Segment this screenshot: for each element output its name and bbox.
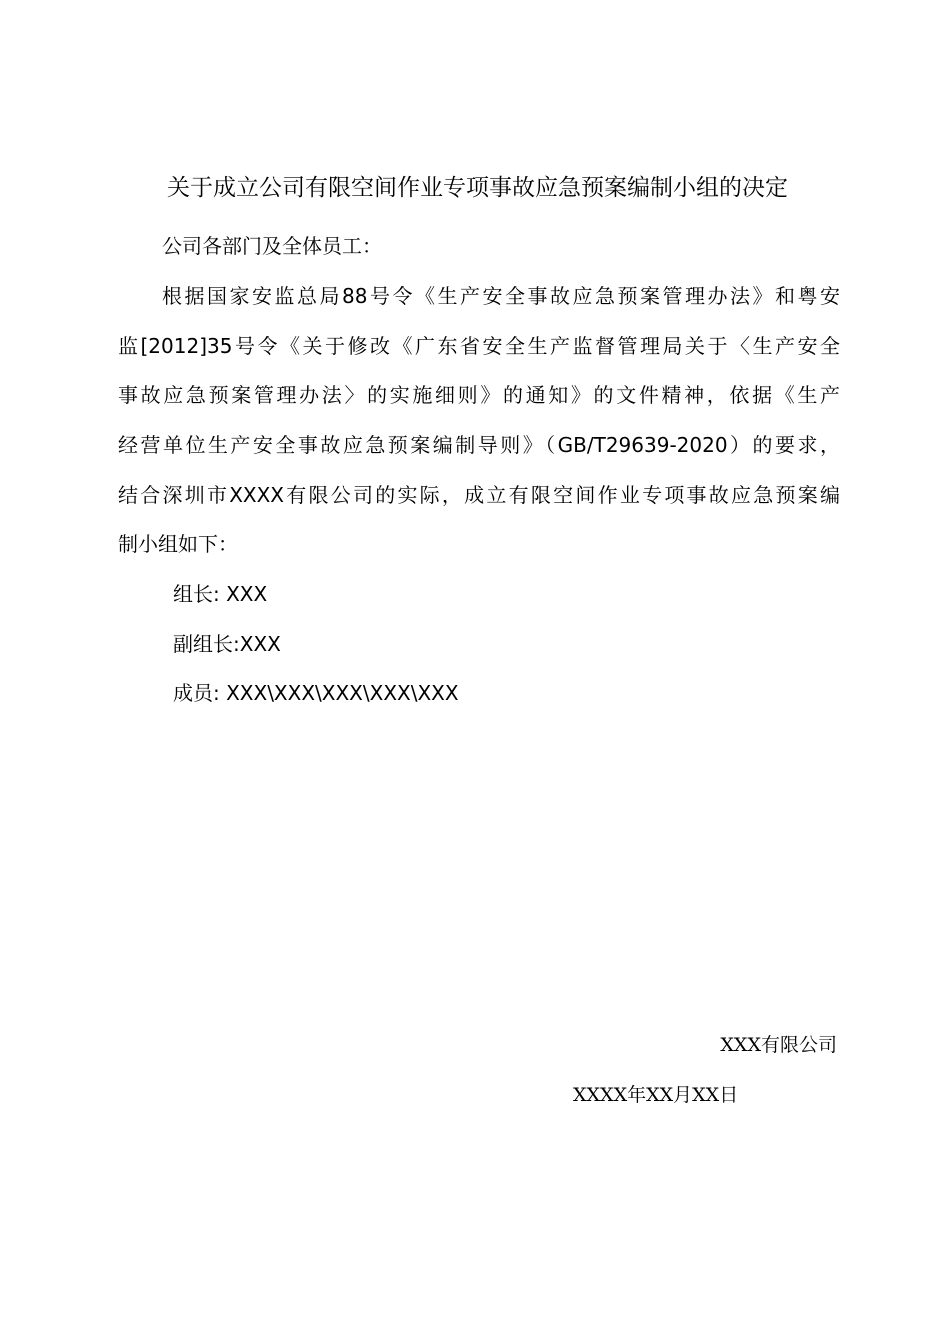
group-members: 成员: XXX\XXX\XXX\XXX\XXX <box>173 681 459 705</box>
body-line: 根据国家安监总局88号令《生产安全事故应急预案管理办法》和粤安 <box>162 284 840 308</box>
body-line: 结合深圳市XXXX有限公司的实际，成立有限空间作业专项事故应急预案编 <box>118 483 840 507</box>
body-line: 监[2012]35号令《关于修改《广东省安全生产监督管理局关于〈生产安全 <box>118 334 840 358</box>
body-line: 事故应急预案管理办法〉的实施细则》的通知》的文件精神，依据《生产 <box>118 383 840 407</box>
deputy-group-leader: 副组长:XXX <box>173 632 281 656</box>
body-line: 制小组如下： <box>118 532 238 556</box>
body-line: 经营单位生产安全事故应急预案编制导则》（GB/T29639-2020）的要求， <box>118 433 840 457</box>
salutation: 公司各部门及全体员工： <box>162 234 382 258</box>
signature-date: XXXX年XX月XX日 <box>573 1084 739 1106</box>
signature-company: XXX有限公司 <box>720 1034 837 1056</box>
document-title: 关于成立公司有限空间作业专项事故应急预案编制小组的决定 <box>167 175 788 201</box>
group-leader: 组长: XXX <box>173 582 268 606</box>
